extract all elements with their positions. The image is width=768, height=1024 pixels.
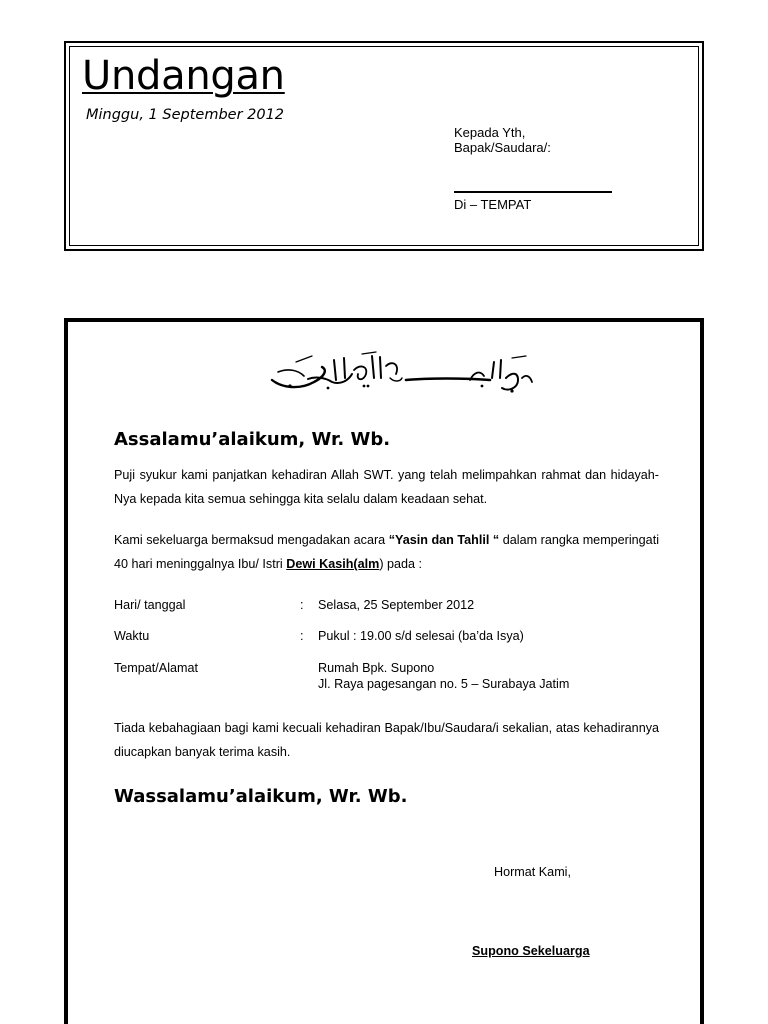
respect-line: Hormat Kami, [494, 865, 571, 879]
invitation-letter [64, 318, 704, 1024]
place-line-2: Jl. Raya pagesangan no. 5 – Surabaya Jatim [318, 677, 570, 691]
recipient-block [454, 125, 551, 155]
opening-paragraph: Puji syukur kami panjatkan kehadiran Allah SWT. yang telah melimpahkan rahmat dan hidayah-Nya kepada kita semua sehingga kita selalu dalam keadaan sehat. [114, 468, 659, 506]
event-text-before: Kami sekeluarga bermaksud mengadakan acara [114, 533, 389, 547]
event-name: “Yasin dan Tahlil “ [388, 533, 500, 547]
envelope-date: Minggu, 1 September 2012 [86, 107, 285, 123]
event-text-middle: dalam rangka memperingati 40 hari meninggalnya Ibu/ Istri [114, 533, 659, 571]
deceased-name: Dewi Kasih(alm [286, 557, 380, 571]
recipient-line-2: Bapak/Saudara/: [454, 140, 551, 155]
place-line-1: Rumah Bpk. Supono [318, 661, 435, 675]
closing-heading: Wassalamu’alaikum, Wr. Wb. [114, 786, 408, 807]
recipient-name-line [454, 191, 612, 193]
recipient-place: Di – TEMPAT [454, 197, 532, 212]
detail-value-time: Pukul : 19.00 s/d selesai (ba’da Isya) [318, 629, 524, 643]
event-paragraph [114, 528, 659, 576]
detail-value-date: Selasa, 25 September 2012 [318, 598, 475, 612]
signature: Supono Sekeluarga [472, 944, 590, 958]
detail-colon-date: : [300, 598, 304, 612]
event-text-after: ) pada : [379, 557, 423, 571]
detail-colon-time: : [300, 629, 304, 643]
recipient-line-1: Kepada Yth, [454, 125, 526, 140]
detail-label-place: Tempat/Alamat [114, 661, 198, 675]
envelope-title: Undangan [82, 53, 285, 99]
closing-paragraph: Tiada kebahagiaan bagi kami kecuali kehadiran Bapak/Ibu/Saudara/i sekalian, atas kehadirannya diucapkan banyak terima kasih. [114, 721, 659, 759]
envelope-card [64, 41, 704, 251]
detail-label-date: Hari/ tanggal [114, 598, 186, 612]
detail-value-place [318, 660, 569, 692]
greeting-heading: Assalamu’alaikum, Wr. Wb. [114, 429, 391, 450]
bismillah-calligraphy-icon [268, 348, 538, 394]
detail-label-time: Waktu [114, 629, 150, 643]
